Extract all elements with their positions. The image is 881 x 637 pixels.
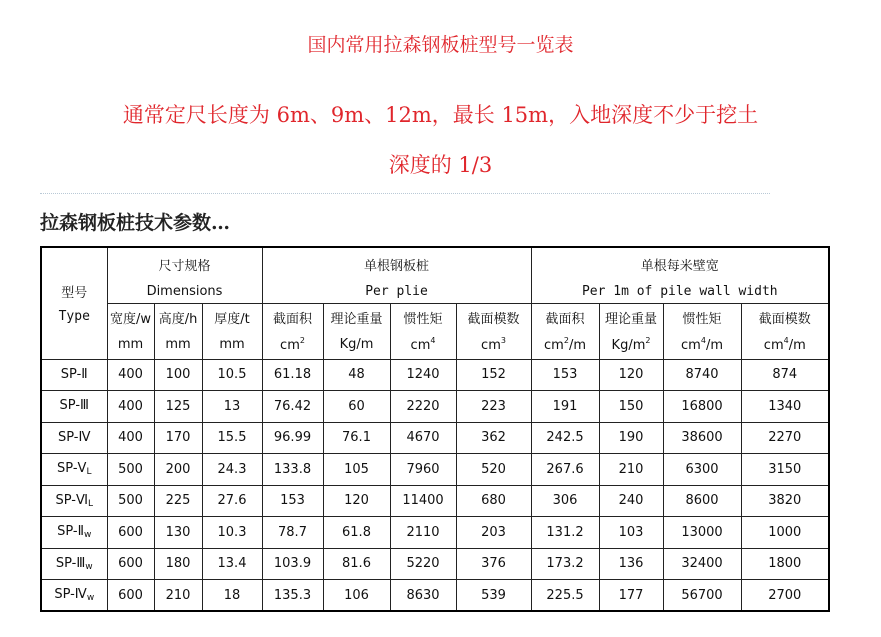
cell-modulus-per-m: 3820 bbox=[741, 485, 829, 517]
cell-area: 133.8 bbox=[262, 454, 323, 486]
cell-thickness: 18 bbox=[202, 580, 262, 612]
cell-height: 210 bbox=[154, 580, 202, 612]
unit-width: mm bbox=[107, 331, 154, 359]
cell-inertia-per-m: 6300 bbox=[663, 454, 741, 486]
table-row bbox=[41, 391, 829, 423]
cell-modulus-per-m: 2270 bbox=[741, 422, 829, 454]
cell-height: 225 bbox=[154, 485, 202, 517]
cell-modulus: 376 bbox=[456, 548, 531, 580]
unit-inertia: $cm^4$ bbox=[390, 331, 456, 359]
cell-modulus-per-m: 1800 bbox=[741, 548, 829, 580]
dimensions-header-cn: 尺寸规格 bbox=[107, 247, 262, 281]
table-row bbox=[41, 422, 829, 454]
cell-inertia-per-m: 32400 bbox=[663, 548, 741, 580]
type-header-cn: 型号 bbox=[41, 247, 107, 303]
cell-weight: 105 bbox=[323, 454, 390, 486]
cell-area-per-m: 131.2 bbox=[531, 517, 599, 549]
cell-modulus-per-m: 874 bbox=[741, 359, 829, 391]
col-weight-per-m: 理论重量 bbox=[599, 303, 663, 331]
cell-area: 96.99 bbox=[262, 422, 323, 454]
col-weight: 理论重量 bbox=[323, 303, 390, 331]
cell-type: $SP-Ⅳ_w$ bbox=[41, 580, 107, 612]
cell-area: 76.42 bbox=[262, 391, 323, 423]
cell-modulus: 539 bbox=[456, 580, 531, 612]
page-title: 国内常用拉森钢板桩型号一览表 bbox=[307, 34, 574, 56]
cell-modulus-per-m: 1340 bbox=[741, 391, 829, 423]
cell-type: SP-Ⅱ bbox=[41, 359, 107, 391]
cell-area: 103.9 bbox=[262, 548, 323, 580]
type-header-en: Type bbox=[41, 303, 107, 359]
cell-inertia: 7960 bbox=[390, 454, 456, 486]
col-thickness: 厚度/t bbox=[202, 303, 262, 331]
cell-inertia: 4670 bbox=[390, 422, 456, 454]
cell-inertia: 8630 bbox=[390, 580, 456, 612]
single-pile-header-cn: 单根钢板桩 bbox=[262, 247, 531, 281]
cell-weight: 81.6 bbox=[323, 548, 390, 580]
unit-area-per-m: $cm^2/m$ bbox=[531, 331, 599, 359]
cell-width: 500 bbox=[107, 454, 154, 486]
col-area: 截面积 bbox=[262, 303, 323, 331]
cell-weight: 48 bbox=[323, 359, 390, 391]
cell-width: 400 bbox=[107, 422, 154, 454]
cell-area: 78.7 bbox=[262, 517, 323, 549]
cell-weight-per-m: 136 bbox=[599, 548, 663, 580]
cell-thickness: 15.5 bbox=[202, 422, 262, 454]
cell-weight: 60 bbox=[323, 391, 390, 423]
per-meter-header-cn: 单根每米壁宽 bbox=[531, 247, 829, 281]
dimensions-header-en: Dimensions bbox=[107, 281, 262, 303]
unit-modulus: $cm^3$ bbox=[456, 331, 531, 359]
cell-modulus: 362 bbox=[456, 422, 531, 454]
cell-inertia-per-m: 13000 bbox=[663, 517, 741, 549]
cell-weight: 61.8 bbox=[323, 517, 390, 549]
cell-modulus: 203 bbox=[456, 517, 531, 549]
unit-thickness: mm bbox=[202, 331, 262, 359]
cell-inertia-per-m: 8740 bbox=[663, 359, 741, 391]
cell-thickness: 10.5 bbox=[202, 359, 262, 391]
cell-modulus: 152 bbox=[456, 359, 531, 391]
cell-inertia-per-m: 16800 bbox=[663, 391, 741, 423]
unit-weight: Kg/m bbox=[323, 331, 390, 359]
cell-weight-per-m: 190 bbox=[599, 422, 663, 454]
col-area-per-m: 截面积 bbox=[531, 303, 599, 331]
cell-inertia: 2110 bbox=[390, 517, 456, 549]
cell-thickness: 24.3 bbox=[202, 454, 262, 486]
cell-area: 153 bbox=[262, 485, 323, 517]
cell-weight-per-m: 103 bbox=[599, 517, 663, 549]
cell-type: $SP-Ⅱ_w$ bbox=[41, 517, 107, 549]
cell-height: 125 bbox=[154, 391, 202, 423]
cell-weight: 76.1 bbox=[323, 422, 390, 454]
cell-modulus: 520 bbox=[456, 454, 531, 486]
unit-weight-per-m: $Kg/m^2$ bbox=[599, 331, 663, 359]
cell-inertia: 1240 bbox=[390, 359, 456, 391]
cell-modulus: 680 bbox=[456, 485, 531, 517]
cell-type: SP-Ⅳ bbox=[41, 422, 107, 454]
unit-inertia-per-m: $cm^4/m$ bbox=[663, 331, 741, 359]
col-height: 高度/h bbox=[154, 303, 202, 331]
cell-inertia: 11400 bbox=[390, 485, 456, 517]
cell-height: 100 bbox=[154, 359, 202, 391]
cell-height: 200 bbox=[154, 454, 202, 486]
single-pile-header-en: Per plie bbox=[262, 281, 531, 303]
cell-type: SP-Ⅲ bbox=[41, 391, 107, 423]
unit-area: $cm^2$ bbox=[262, 331, 323, 359]
cell-area-per-m: 191 bbox=[531, 391, 599, 423]
cell-inertia-per-m: 56700 bbox=[663, 580, 741, 612]
cell-thickness: 10.3 bbox=[202, 517, 262, 549]
per-meter-header-en: Per 1m of pile wall width bbox=[531, 281, 829, 303]
cell-thickness: 13.4 bbox=[202, 548, 262, 580]
cell-inertia: 5220 bbox=[390, 548, 456, 580]
cell-area-per-m: 173.2 bbox=[531, 548, 599, 580]
cell-weight-per-m: 120 bbox=[599, 359, 663, 391]
cell-area-per-m: 306 bbox=[531, 485, 599, 517]
cell-thickness: 27.6 bbox=[202, 485, 262, 517]
cell-weight-per-m: 177 bbox=[599, 580, 663, 612]
cell-inertia: 2220 bbox=[390, 391, 456, 423]
cell-modulus-per-m: 1000 bbox=[741, 517, 829, 549]
col-inertia-per-m: 惯性矩 bbox=[663, 303, 741, 331]
table-row bbox=[41, 580, 829, 612]
table-row bbox=[41, 359, 829, 391]
cell-width: 600 bbox=[107, 517, 154, 549]
col-inertia: 惯性矩 bbox=[390, 303, 456, 331]
cell-area: 135.3 bbox=[262, 580, 323, 612]
cell-type: $SP-Ⅵ_L$ bbox=[41, 485, 107, 517]
note-line-1: 通常定尺长度为 6m、9m、12m，最长 15m，入地深度不少于挖土 bbox=[122, 103, 759, 127]
cell-width: 400 bbox=[107, 359, 154, 391]
table-row bbox=[41, 517, 829, 549]
cell-width: 600 bbox=[107, 580, 154, 612]
cell-weight: 120 bbox=[323, 485, 390, 517]
cell-area: 61.18 bbox=[262, 359, 323, 391]
cell-weight: 106 bbox=[323, 580, 390, 612]
cell-area-per-m: 153 bbox=[531, 359, 599, 391]
cell-type: $SP-Ⅴ_L$ bbox=[41, 454, 107, 486]
cell-width: 500 bbox=[107, 485, 154, 517]
dotted-divider bbox=[40, 193, 770, 194]
cell-area-per-m: 267.6 bbox=[531, 454, 599, 486]
col-modulus-per-m: 截面模数 bbox=[741, 303, 829, 331]
cell-area-per-m: 225.5 bbox=[531, 580, 599, 612]
spec-table bbox=[40, 246, 830, 612]
note-line-2: 深度的 1/3 bbox=[388, 153, 493, 177]
cell-height: 130 bbox=[154, 517, 202, 549]
cell-type: $SP-Ⅲ_w$ bbox=[41, 548, 107, 580]
cell-width: 400 bbox=[107, 391, 154, 423]
cell-modulus-per-m: 3150 bbox=[741, 454, 829, 486]
cell-inertia-per-m: 38600 bbox=[663, 422, 741, 454]
col-modulus: 截面模数 bbox=[456, 303, 531, 331]
cell-modulus-per-m: 2700 bbox=[741, 580, 829, 612]
cell-area-per-m: 242.5 bbox=[531, 422, 599, 454]
unit-height: mm bbox=[154, 331, 202, 359]
unit-modulus-per-m: $cm^4/m$ bbox=[741, 331, 829, 359]
cell-height: 170 bbox=[154, 422, 202, 454]
cell-inertia-per-m: 8600 bbox=[663, 485, 741, 517]
cell-thickness: 13 bbox=[202, 391, 262, 423]
cell-width: 600 bbox=[107, 548, 154, 580]
cell-weight-per-m: 210 bbox=[599, 454, 663, 486]
col-width: 宽度/w bbox=[107, 303, 154, 331]
table-row bbox=[41, 485, 829, 517]
cell-weight-per-m: 240 bbox=[599, 485, 663, 517]
section-heading: 拉森钢板桩技术参数… bbox=[40, 212, 231, 234]
cell-height: 180 bbox=[154, 548, 202, 580]
table-row bbox=[41, 454, 829, 486]
table-row bbox=[41, 548, 829, 580]
cell-weight-per-m: 150 bbox=[599, 391, 663, 423]
cell-modulus: 223 bbox=[456, 391, 531, 423]
